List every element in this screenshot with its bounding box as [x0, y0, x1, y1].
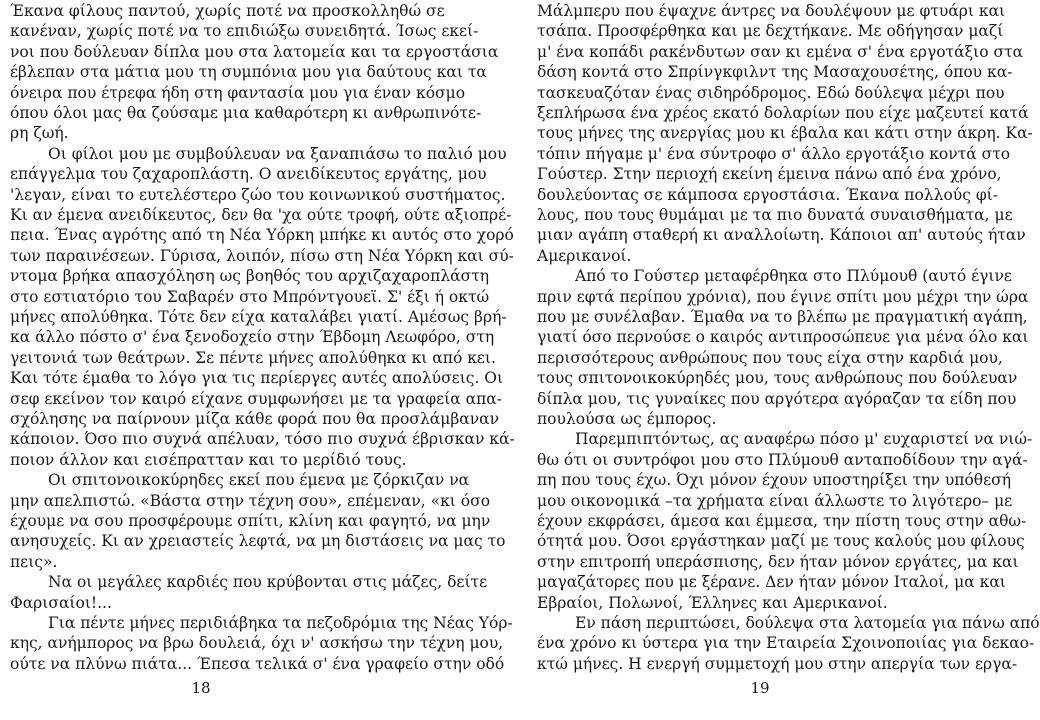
text-line: ποιον άλλον και εισέπρατταν και το μερίδιό τους. — [10, 450, 407, 469]
text-line: λους, που τους θυμάμαι με τα πιο δυνατά συναισθήματα, με — [537, 206, 1013, 224]
text-line: που με συνέλαβαν. Έμαθα να το βλέπω με πραγματική αγάπη, — [537, 308, 1028, 326]
text-line: Εβραίοι, Πολωνοί, Έλληνες και Αμερικανοί. — [537, 593, 888, 612]
text-line: γειτονιά των θεάτρων. Σε πέντε μήνες απολύθηκα κι από κει. — [10, 348, 496, 367]
text-line: στην επιτροπή υπεράσπισης, δεν ήταν μόνον εργάτες, μα και — [537, 552, 1019, 571]
text-line: πεια. Ένας αγρότης από τη Νέα Υόρκη μπήκε κι αυτός στο χορό — [10, 226, 514, 245]
text-line: περισσότερους ανθρώπους που τους είχα στην καρδιά μου, — [537, 348, 1003, 367]
text-line: πη που τους έχω. Όχι μόνον έχουν υποστηρίξει την υπόθεσή — [537, 471, 1012, 490]
text-line: νοι που δούλευαν δίπλα μου στα λατομεία και τα εργοστάσια — [10, 42, 499, 61]
right-page — [537, 0, 1040, 720]
text-line: Αμερικανοί. — [537, 246, 632, 265]
text-line: δουλεύοντας σε κάμποσα εργοστάσια. Έκανα πολλούς φί- — [537, 185, 998, 204]
text-line: ένα χρόνο κι ύστερα για την Εταιρεία Σχοινοποιίας για δεκαο- — [537, 634, 1035, 653]
text-line: σχόλησης να παίρνουν μίζα κάθε φορά που θα προσλάμβαναν — [10, 410, 500, 428]
text-line: των παραινέσεων. Γύρισα, λοιπόν, πίσω στη Νέα Υόρκη και σύ- — [10, 246, 514, 265]
text-line: κτώ μήνες. Η ενεργή συμμετοχή μου στην απεργία των εργα- — [537, 654, 1018, 673]
text-line: τους σπιτονοικοκύρηδές μου, τους ανθρώπους που δούλευαν — [537, 369, 1018, 388]
text-line: μ' ένα κοπάδι ρακένδυτων σαν κι εμένα σ' ένα εργοτάξιο στα — [537, 42, 1024, 61]
text-line: κα άλλο πόστο σ' ένα ξενοδοχείο στην Έβδομη Λεωφόρο, στη — [10, 328, 495, 347]
left-page — [10, 0, 515, 720]
text-line: πουλούσα ως έμπορος. — [537, 410, 717, 428]
text-line: 'λεγαν, είναι το ευτελέστερο ζώο του κοινωνικού συστήματος. — [10, 185, 506, 204]
text-line: ότητά μου. Όσοι εργάστηκαν μαζί με τους καλούς μου φίλους — [537, 532, 1025, 551]
text-line: Παρεμπιπτόντως, ας αναφέρω πόσο μ' ευχαριστεί να νιώ- — [575, 430, 1033, 449]
text-line: Κι αν έμενα ανειδίκευτος, δεν θα 'χα ούτε τροφή, ούτε αξιοπρέ- — [10, 206, 512, 224]
text-line: στο εστιατόριο του Σαβαρέν στο Μπρόντγουεϊ. Σ' έξι ή οκτώ — [10, 287, 490, 306]
text-line: τσάπα. Προσφέρθηκα και με δεχτήκανε. Με οδήγησαν μαζί — [537, 22, 1004, 41]
text-line: κανέναν, χωρίς ποτέ να το επιδιώξω συνειδητά. Ίσως εκεί- — [10, 22, 479, 41]
text-line: δίπλα μου, τις γυναίκες που αργότερα αγόραζαν τα είδη που — [537, 389, 1017, 408]
text-line: Και τότε έμαθα το λόγο για τις περίεργες αυτές απολύσεις. Οι — [10, 369, 504, 388]
text-line: έβλεπαν στα μάτια μου τη συμπόνια μου για δαύτους και τα — [10, 63, 487, 82]
text-line: μου οικονομικά –τα χρήματα είναι άλλωστε το λιγότερο– με — [537, 491, 1013, 510]
text-line: ντομα βρήκα απασχόληση ως βοηθός του αρχιζαχαροπλάστη — [10, 267, 490, 286]
text-line: όνειρα που έτρεφα ήδη στη φαντασία μου για έναν κόσμο — [10, 83, 466, 102]
text-line: κάποιον. Όσο πιο συχνά απέλυαν, τόσο πιο συχνά έβρισκαν κά- — [10, 430, 515, 449]
text-line: μιαν αγάπη σταθερή κι αναλλοίωτη. Κάποιοι απ' αυτούς ήταν — [537, 226, 1026, 245]
text-line: Οι φίλοι μου με συμβούλευαν να ξαναπιάσω το παλιό μου — [48, 144, 507, 163]
text-line: Από το Γούστερ μεταφέρθηκα στο Πλύμουθ (αυτό έγινε — [575, 267, 1012, 286]
text-line: μην απελπιστώ. «Βάστα στην τέχνη σου», επέμεναν, «κι όσο — [10, 491, 491, 510]
page-number-left: 18 — [191, 679, 211, 697]
page-number-right: 19 — [750, 679, 770, 697]
text-line: Εν πάση περιπτώσει, δούλεψα στα λατομεία για πάνω από — [575, 614, 1040, 632]
text-line: Να οι μεγάλες καρδιές που κρύβονται στις μάζες, δείτε — [48, 573, 488, 592]
text-line: ούτε να πλύνω πιάτα... Έπεσα τελικά σ' ένα γραφείο στην οδό — [10, 654, 505, 673]
text-line: θω ότι οι συντρόφοι μου στο Πλύμουθ ανταποδίδουν την αγά- — [537, 450, 1028, 469]
text-line: πεις». — [10, 552, 58, 571]
text-line: τόπιν πήγαμε μ' ένα σύντροφο σ' άλλο εργοτάξιο κοντά στο — [537, 144, 1011, 163]
text-line: δάση κοντά στο Σπρίνγκφιλντ της Μασαχουσέτης, όπου κα- — [537, 63, 1013, 82]
text-line: τους μήνες της ανεργίας μου κι έβαλα και κάτι στην άκρη. Κα- — [537, 124, 1033, 143]
text-line: γιατί όσο περνούσε ο καιρός αντιπροσώπευε για μένα όλο και — [537, 328, 1029, 347]
text-line: έχουμε να σου προσφέρουμε σπίτι, κλίνη και φαγητό, να μην — [10, 512, 491, 530]
text-line: ανησυχείς. Κι αν χρειαστείς λεφτά, να μη διστάσεις να μας το — [10, 532, 506, 551]
text-line: όπου όλοι μας θα ζούσαμε μια καθαρότερη κι ανθρωπινότε- — [10, 104, 482, 122]
text-line: κης, ανήμπορος να βρω δουλειά, όχι ν' ασκήσω την τέχνη μου, — [10, 634, 504, 653]
text-line: πριν εφτά περίπου χρόνια), που έγινε σπίτι μου μέχρι την ώρα — [537, 287, 1029, 306]
text-line: Για πέντε μήνες περιδιάβηκα τα πεζοδρόμια της Νέας Υόρ- — [48, 614, 513, 632]
text-line: έχουν εκφράσει, άμεσα και έμμεσα, την πίστη τους στην αθω- — [537, 512, 1027, 530]
text-line: Φαρισαίοι!... — [10, 593, 112, 612]
text-line: επάγγελμα του ζαχαροπλάστη. Ο ανειδίκευτος εργάτης, μου — [10, 165, 487, 184]
text-line: μήνες απολύθηκα. Τότε δεν είχα καταλάβει γιατί. Αμέσως βρή- — [10, 308, 507, 326]
text-line: Έκανα φίλους παντού, χωρίς ποτέ να προσκολληθώ σε — [10, 2, 445, 20]
text-line: Γούστερ. Στην περιοχή εκείνη έμεινα πάνω από ένα χρόνο, — [537, 165, 1002, 184]
text-line: τασκευαζόταν ένας σιδηρόδρομος. Εδώ δούλεψα μέχρι που — [537, 83, 1005, 102]
text-line: ρη ζωή. — [10, 124, 69, 143]
text-line: σεφ εκείνον τον καιρό είχανε συμφωνήσει με τα γραφεία απα- — [10, 389, 502, 408]
text-line: ξεπλήρωσα ένα χρέος εκατό δολαρίων που είχε μαζευτεί κατά — [537, 104, 1029, 122]
text-line: Μάλμπερυ που έψαχνε άντρες να δουλέψουν με φτυάρι και — [537, 2, 1006, 20]
text-line: Οι σπιτονοικοκύρηδες εκεί που έμενα με ζόρκιζαν να — [48, 471, 470, 490]
text-line: μαγαζάτορες που με ξέρανε. Δεν ήταν μόνον Ιταλοί, μα και — [537, 573, 1006, 592]
